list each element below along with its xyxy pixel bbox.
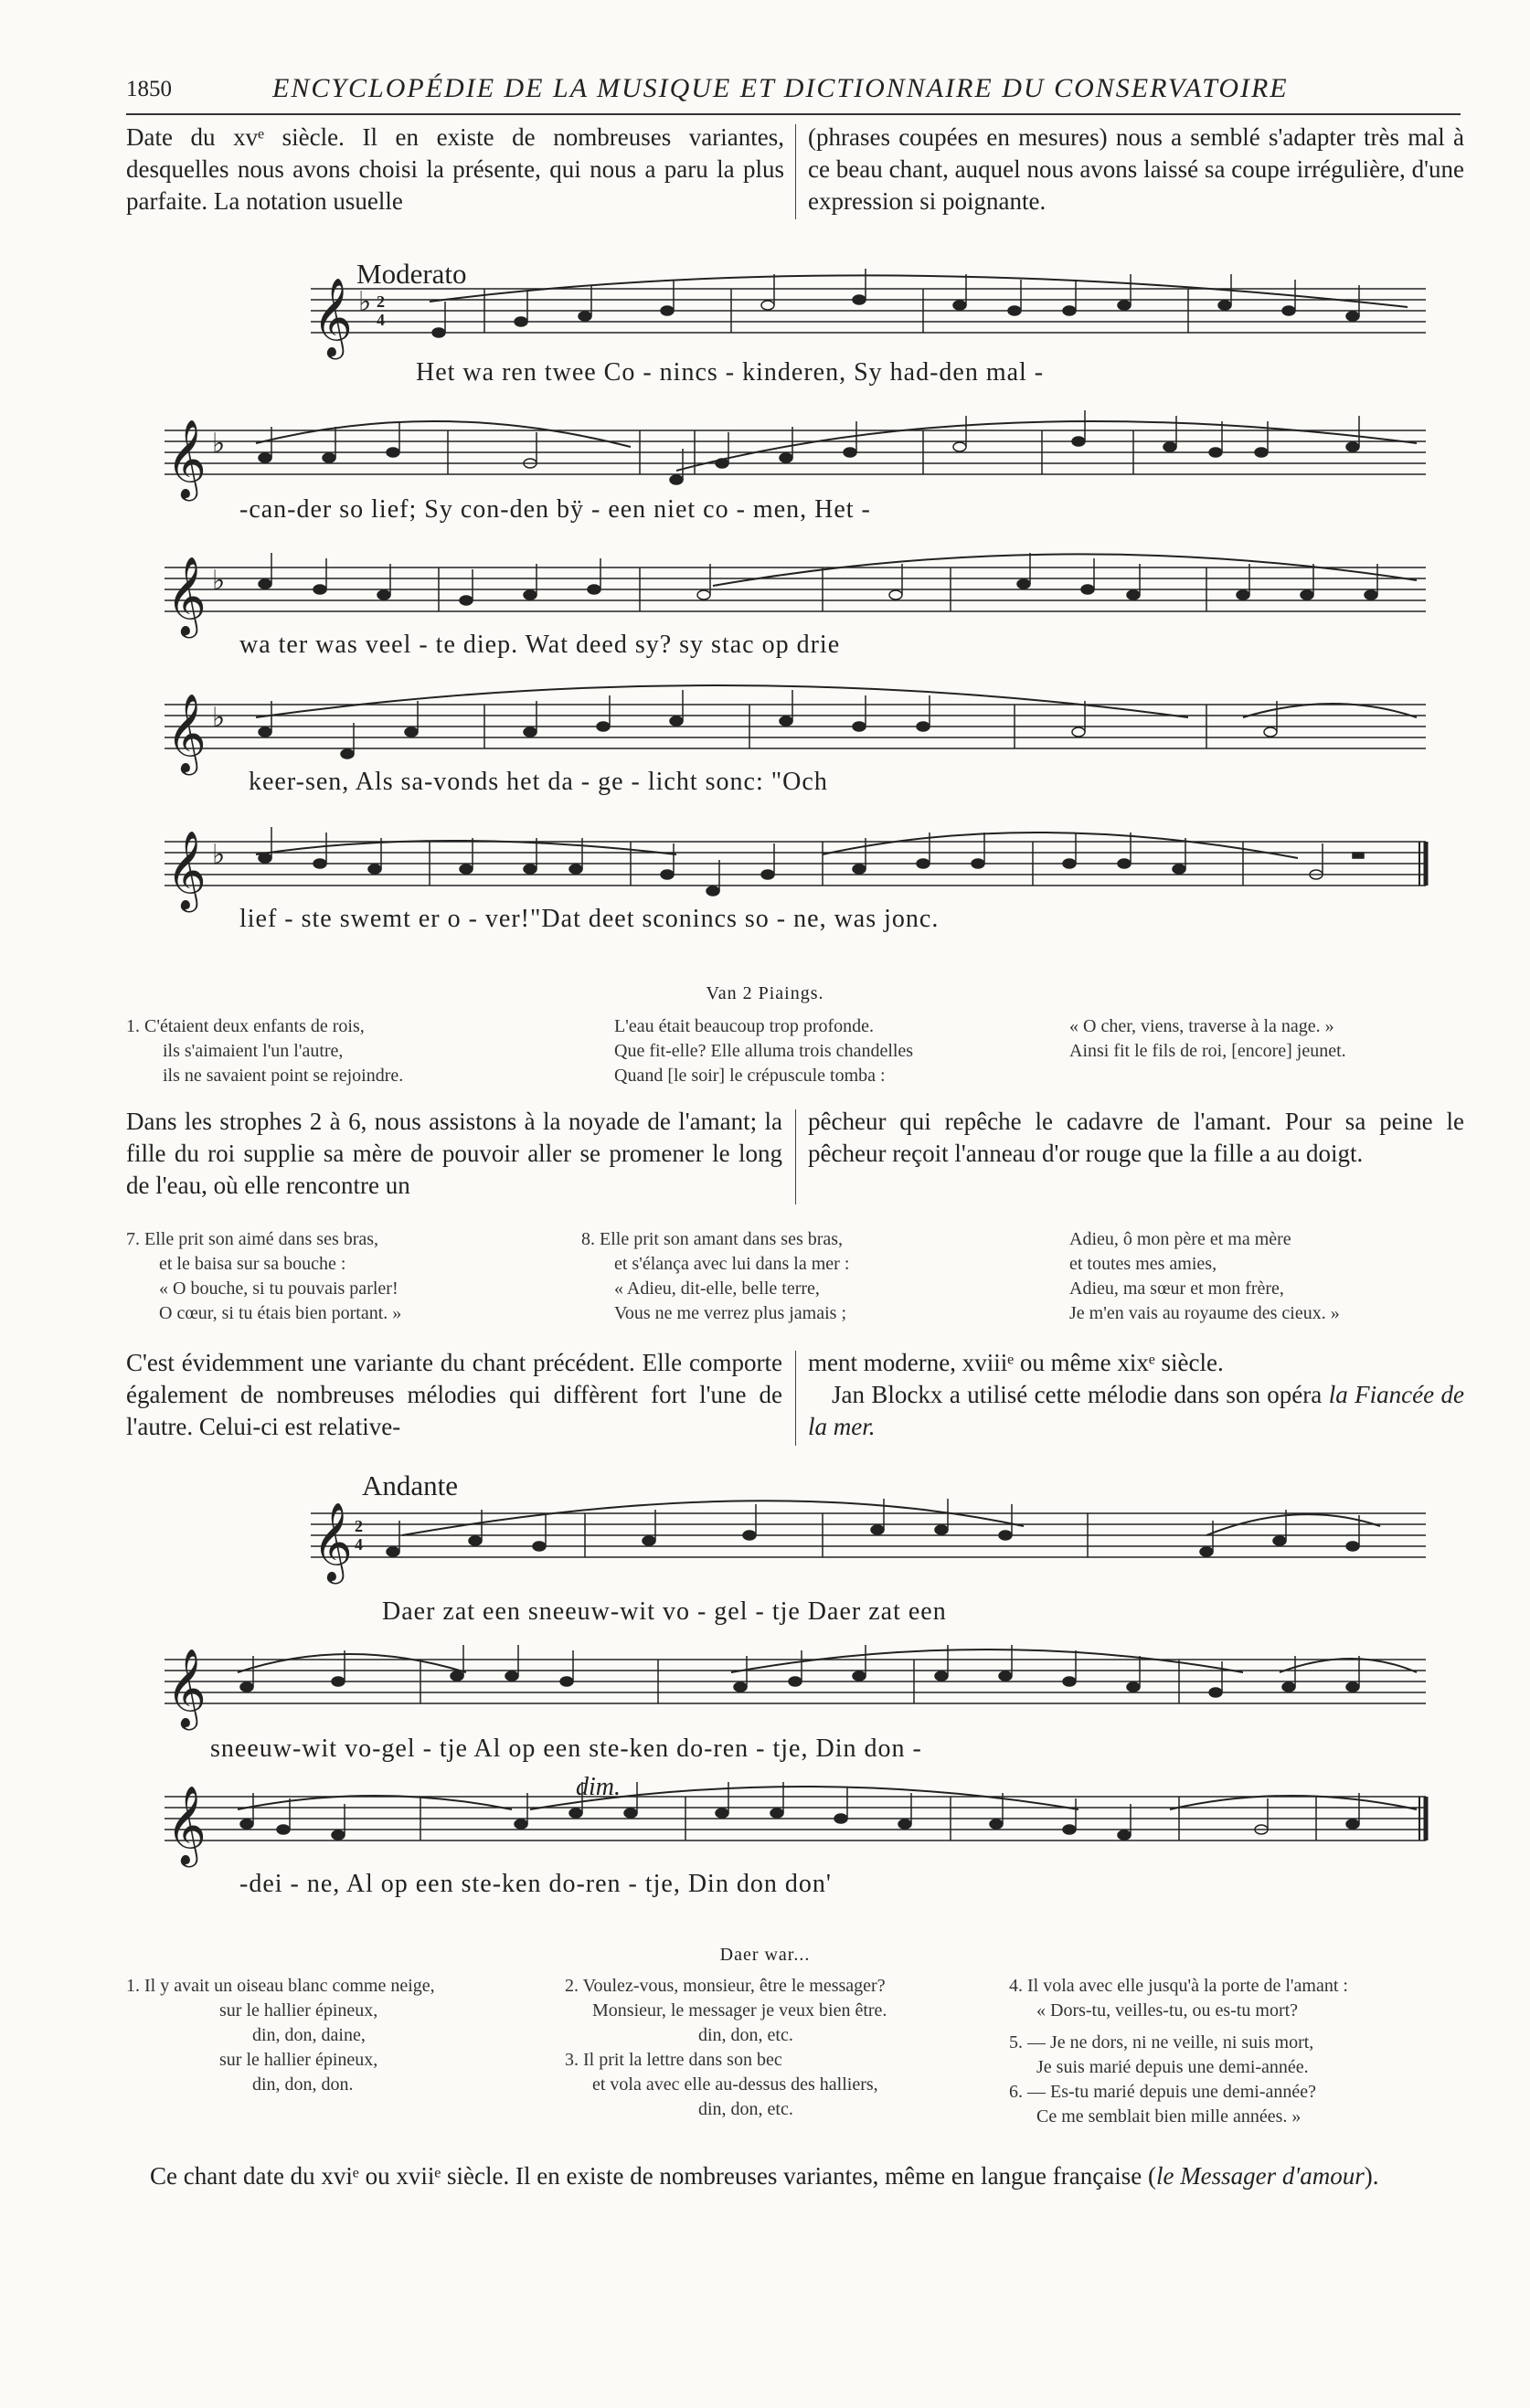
- second-intro-right-text-2: Jan Blockx a utilisé cette mélodie dans son opéra: [832, 1381, 1323, 1408]
- stanza-block-3c: [1009, 1974, 1348, 2129]
- stanza-block-1b: [614, 1014, 913, 1088]
- second-intro-left-text: C'est évidemment une variante du chant précédent. Elle comporte également de nombreuses mélodies qui diffèrent fort l'une de l'autre. Celui-ci est relative-: [126, 1349, 782, 1440]
- second-intro-left-column: [126, 1347, 782, 1443]
- staff-8: [165, 1782, 1435, 1863]
- stanza-line: Adieu, ô mon père et ma mère: [1069, 1229, 1291, 1249]
- stanza-line: sur le hallier épineux,: [219, 2050, 378, 2070]
- stanza-line: [1009, 2023, 1348, 2031]
- stanza-line: Ce me semblait bien mille années. »: [1036, 2106, 1302, 2127]
- stanza-line: Adieu, ma sœur et mon frère,: [1069, 1278, 1284, 1299]
- staff-5: [165, 827, 1435, 908]
- stanza-line: Quand [le soir] le crépuscule tomba :: [614, 1066, 886, 1086]
- middle-right-column: [808, 1106, 1464, 1170]
- intro-right-column: [808, 122, 1464, 217]
- page-number: 1850: [126, 77, 172, 101]
- stanza-line: et toutes mes amies,: [1069, 1254, 1217, 1274]
- stanza-block-1a: [126, 1014, 403, 1088]
- closing-end: ).: [1364, 2162, 1379, 2190]
- svg-text:𝄞: 𝄞: [313, 281, 353, 355]
- stanza-line: 1. Il y avait un oiseau blanc comme neige,: [126, 1976, 435, 1996]
- stanza-line: 5. — Je ne dors, ni ne veille, ni suis mort,: [1009, 2032, 1314, 2053]
- svg-text:𝄞: 𝄞: [166, 422, 207, 497]
- stanza-line: O cœur, si tu étais bien portant. »: [159, 1303, 402, 1323]
- song2-lyrics-line-3: -dei - ne, Al op een ste-ken do-ren - tje, Din don don': [239, 1870, 832, 1898]
- middle-left-column: [126, 1106, 782, 1202]
- column-divider: [795, 124, 796, 219]
- staff-4: [165, 690, 1426, 771]
- stanza-line: Monsieur, le messager je veux bien être.: [592, 2000, 887, 2021]
- stanza-line: et s'élança avec lui dans la mer :: [614, 1254, 850, 1274]
- stanza-line: din, don, daine,: [252, 2025, 366, 2045]
- stanza-line: L'eau était beaucoup trop profonde.: [614, 1016, 875, 1036]
- stanza-line: « O bouche, si tu pouvais parler!: [159, 1278, 398, 1299]
- stanza-line: Je m'en vais au royaume des cieux. »: [1069, 1303, 1340, 1323]
- second-intro-right-column: [808, 1347, 1464, 1443]
- stanza-line: Je suis marié depuis une demi-année.: [1036, 2057, 1309, 2077]
- song1-lyrics-line-5: lief - ste swemt er o - ver!"Dat deet sconincs so - ne, was jonc.: [239, 905, 940, 933]
- svg-text:♭: ♭: [358, 287, 372, 317]
- svg-text:4: 4: [355, 1535, 363, 1554]
- stanza-block-2a: [126, 1227, 401, 1326]
- song2-lyrics-line-2: sneeuw-wit vo-gel - tje Al op een ste-ken do-ren - tje, Din don -: [210, 1734, 922, 1763]
- staff-2: [165, 416, 1426, 497]
- stanza-line: 6. — Es-tu marié depuis une demi-année?: [1009, 2082, 1316, 2102]
- song1-lyrics-line-4: keer-sen, Als sa-vonds het da - ge - licht sonc: "Och: [249, 768, 828, 796]
- stanzas-title-daer-war: Daer war...: [719, 1945, 811, 1965]
- stanza-line: et le baisa sur sa bouche :: [159, 1254, 346, 1274]
- stanza-line: 3. Il prit la lettre dans son bec: [565, 2050, 782, 2070]
- staff-3: [165, 553, 1426, 634]
- stanza-line: ils s'aimaient l'un l'autre,: [163, 1041, 344, 1061]
- closing-paragraph: [126, 2160, 1465, 2191]
- svg-text:𝄞: 𝄞: [166, 559, 207, 634]
- svg-text:4: 4: [377, 311, 385, 329]
- stanza-block-3a: [126, 1974, 435, 2097]
- stanza-line: ils ne savaient point se rejoindre.: [163, 1066, 404, 1086]
- stanza-block-2c: [1069, 1227, 1340, 1326]
- intro-right-text: (phrases coupées en mesures) nous a semblé s'adapter très mal à ce beau chant, auquel nous avons laissé sa coupe irrégulière, d'une expression si poignante.: [808, 123, 1464, 215]
- intro-left-text: Date du xvᵉ siècle. Il en existe de nombreuses variantes, desquelles nous avons choisi la présente, qui nous a paru la plus parfaite. La notation usuelle: [126, 123, 784, 215]
- stanza-line: 4. Il vola avec elle jusqu'à la porte de l'amant :: [1009, 1976, 1348, 1996]
- staff-1: [311, 274, 1426, 355]
- song1-lyrics-line-3: wa ter was veel - te diep. Wat deed sy? sy stac op drie: [239, 631, 841, 659]
- svg-text:𝄞: 𝄞: [166, 1788, 207, 1863]
- stanza-line: din, don, etc.: [698, 2025, 793, 2045]
- middle-left-text: Dans les strophes 2 à 6, nous assistons à la noyade de l'amant; la fille du roi supplie sa mère de pouvoir aller se promener le long de l'eau, où elle rencontre un: [126, 1108, 782, 1199]
- stanza-line: 2. Voulez-vous, monsieur, être le messager?: [565, 1976, 886, 1996]
- column-divider: [795, 1351, 796, 1446]
- stanza-line: « O cher, viens, traverse à la nage. »: [1069, 1016, 1334, 1036]
- stanza-line: « Adieu, dit-elle, belle terre,: [614, 1278, 820, 1299]
- svg-text:𝄞: 𝄞: [166, 1651, 207, 1726]
- closing-text: Ce chant date du xviᵉ ou xviiᵉ siècle. Il en existe de nombreuses variantes, même en langue française (: [150, 2162, 1156, 2190]
- tempo-andante: Andante: [362, 1469, 459, 1501]
- svg-text:2: 2: [377, 292, 385, 311]
- staff-7: [165, 1645, 1426, 1726]
- song2-lyrics-line-1: Daer zat een sneeuw-wit vo - gel - tje Daer zat een: [382, 1597, 947, 1626]
- stanza-line: din, don, don.: [252, 2074, 354, 2095]
- running-title: ENCYCLOPÉDIE DE LA MUSIQUE ET DICTIONNAIRE DU CONSERVATOIRE: [272, 73, 1289, 103]
- svg-text:2: 2: [355, 1517, 363, 1535]
- stanza-line: « Dors-tu, veilles-tu, ou es-tu mort?: [1036, 2000, 1299, 2021]
- stanza-line: Que fit-elle? Elle alluma trois chandelles: [614, 1041, 914, 1061]
- svg-text:𝄞: 𝄞: [166, 833, 207, 908]
- stanza-line: Ainsi fit le fils de roi, [encore] jeunet.: [1069, 1041, 1346, 1061]
- stanza-line: et vola avec elle au-dessus des halliers,: [592, 2074, 878, 2095]
- stanza-line: Vous ne me verrez plus jamais ;: [614, 1303, 847, 1323]
- stanza-line: din, don, etc.: [698, 2099, 793, 2119]
- svg-text:𝄞: 𝄞: [313, 1505, 353, 1580]
- svg-text:♭: ♭: [212, 840, 226, 870]
- stanza-block-1c: [1069, 1014, 1346, 1064]
- stanzas-title-piaings: Van 2 Piaings.: [706, 983, 824, 1003]
- stanza-block-3b: [565, 1974, 887, 2122]
- closing-italic-title: le Messager d'amour: [1155, 2162, 1365, 2190]
- svg-text:♭: ♭: [212, 566, 226, 596]
- opera-title: la Fiancée de la mer.: [808, 1381, 1465, 1440]
- staff-6: [311, 1499, 1426, 1580]
- svg-text:♭: ♭: [212, 703, 226, 733]
- svg-text:♭: ♭: [212, 429, 226, 459]
- dynamic-dim: dim.: [576, 1773, 621, 1801]
- second-intro-right-text-1: ment moderne, xviiiᵉ ou même xixᵉ siècle.: [808, 1349, 1224, 1376]
- stanza-line: 8. Elle prit son amant dans ses bras,: [581, 1229, 844, 1249]
- middle-right-text: pêcheur qui repêche le cadavre de l'amant. Pour sa peine le pêcheur reçoit l'anneau d'or rouge que la fille a au doigt.: [808, 1108, 1464, 1167]
- page-header: [126, 73, 1461, 115]
- song1-lyrics-line-1: Het wa ren twee Co - nincs - kinderen, Sy had-den mal -: [416, 358, 1045, 387]
- stanza-line: 7. Elle prit son aimé dans ses bras,: [126, 1229, 379, 1249]
- column-divider: [795, 1109, 796, 1204]
- tempo-moderato: Moderato: [356, 258, 467, 290]
- stanza-line: sur le hallier épineux,: [219, 2000, 378, 2021]
- svg-text:𝄞: 𝄞: [166, 696, 207, 771]
- intro-left-column: [126, 122, 784, 217]
- stanza-block-2b: [581, 1227, 849, 1326]
- stanza-line: 1. C'étaient deux enfants de rois,: [126, 1016, 365, 1036]
- song1-lyrics-line-2: -can-der so lief; Sy con-den bÿ - een niet co - men, Het -: [239, 495, 871, 524]
